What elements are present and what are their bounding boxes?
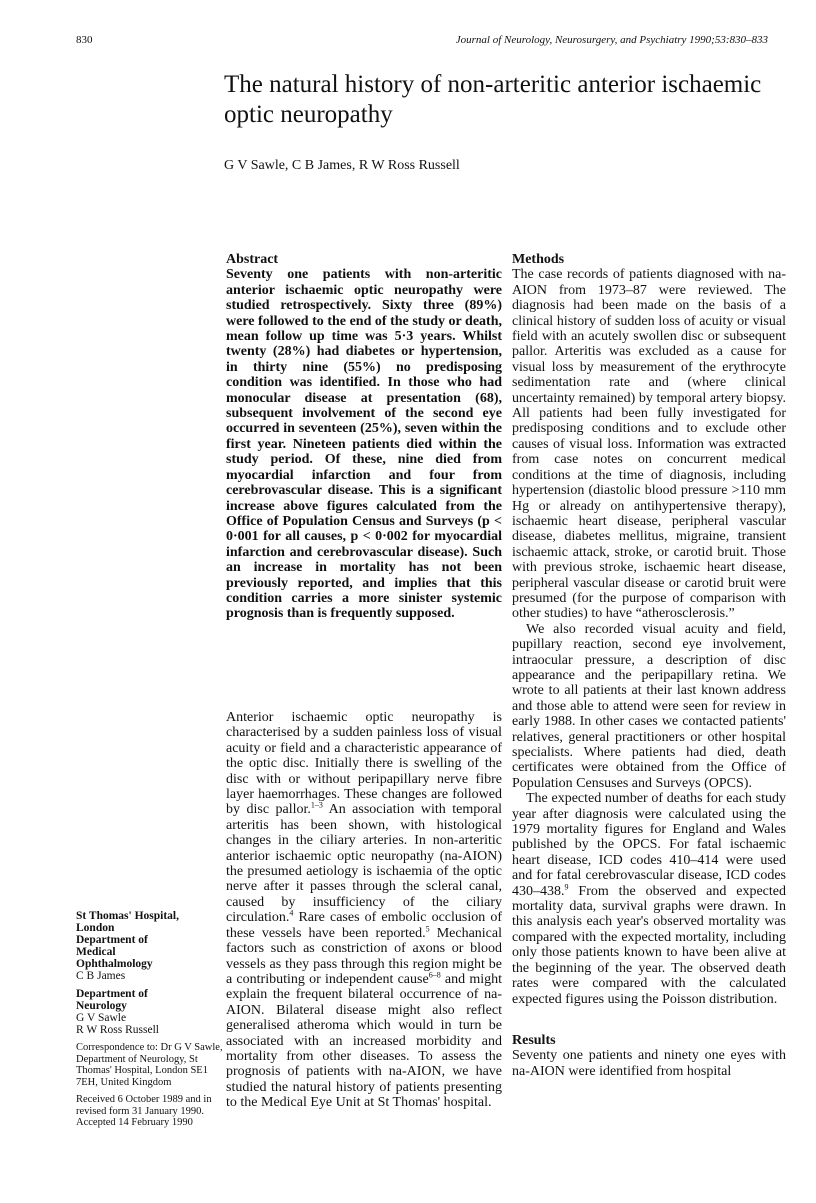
affiliation-line: Medical bbox=[76, 946, 116, 958]
intro-text-4: Mechanical factors such as constriction of axons or blood vessels as they pass through this region might be a contributing or independent cause bbox=[226, 925, 502, 987]
affiliation-line: Ophthalmology bbox=[76, 958, 153, 970]
affiliation-line: St Thomas' Hospital, bbox=[76, 910, 179, 922]
citation-ref: 6–8 bbox=[428, 970, 441, 980]
methods-results-column bbox=[512, 252, 786, 1079]
article-title: The natural history of non-arteritic anterior ischaemic optic neuropathy bbox=[224, 71, 762, 128]
citation-ref: 5 bbox=[425, 924, 430, 934]
abstract-section bbox=[226, 252, 502, 622]
results-paragraph-1: Seventy one patients and ninety one eyes with na-AION were identified from hospital bbox=[512, 1048, 786, 1079]
intro-text-3: Rare cases of embolic occlusion of these vessels have been reported. bbox=[226, 910, 502, 941]
affiliation-line: Department of bbox=[76, 988, 148, 1000]
journal-citation: Journal of Neurology, Neurosurgery, and Psychiatry 1990;53:830–833 bbox=[455, 34, 768, 46]
received-dates: Received 6 October 1989 and in revised form 31 January 1990. Accepted 14 February 1990 bbox=[76, 1094, 212, 1128]
citation-ref: 1–3 bbox=[310, 800, 323, 810]
results-heading: Results bbox=[512, 1032, 556, 1048]
intro-text-5: and might explain the frequent bilateral occurrence of na-AION. Bilateral disease might also reflect generalised atheroma which would in turn be associated with an increased morbidity and mortality from other diseases. To assess the prognosis of patients with na-AION, we have studied the natural history of patients presenting to the Medical Eye Unit at St Thomas' hospital. bbox=[226, 971, 502, 1111]
page-number: 830 bbox=[76, 34, 93, 46]
methods-paragraph-2: We also recorded visual acuity and field, pupillary reaction, second eye involvement, intraocular pressure, a description of disc appearance and the peripapillary retina. We wrote to all patients at their last known address and those able to attend were seen for review in early 1988. In other cases we contacted patients' relatives, general practitioners or other hospital specialists. Where patients had died, death certificates were obtained from the Office of Population Censuses and Surveys (OPCS). bbox=[512, 621, 786, 791]
affiliation-author: C B James bbox=[76, 970, 126, 982]
abstract-body: Seventy one patients with non-arteritic anterior ischaemic optic neuropathy were studied retrospectively. Sixty three (89%) were followed to the end of the study or death, mean follow up time was 5·3 years. Whilst twenty (28%) had diabetes or hypertension, in thirty nine (55%) no predisposing condition was identified. In those who had monocular disease at presentation (68), subsequent involvement of the second eye occurred in seventeen (25%), seven within the first year. Nineteen patients died within the study period. Of these, nine died from myocardial infarction and four from cerebrovascular disease. This is a significant increase above figures calculated from the Office of Population Census and Surveys (p < 0·001 for all causes, p < 0·002 for myocardial infarction and cerebrovascular disease). Such an increase in mortality has not been previously reported, and implies that this condition carries a more sinister systemic prognosis than is frequently supposed. bbox=[226, 267, 502, 622]
affiliation-line: Department of bbox=[76, 934, 148, 946]
affiliation-line: London bbox=[76, 922, 115, 934]
affiliations-sidebar bbox=[76, 910, 228, 1129]
author-list: G V Sawle, C B James, R W Ross Russell bbox=[224, 158, 460, 173]
affiliation-line: Neurology bbox=[76, 1000, 127, 1012]
introduction-paragraph bbox=[226, 710, 502, 1111]
citation-ref: 9 bbox=[564, 882, 569, 891]
abstract-heading: Abstract bbox=[226, 252, 279, 267]
intro-text-2: An association with temporal arteritis has been shown, with histological changes in the ciliary arteries. In non-arteritic anterior ischaemic optic neuropathy (na-AION) the presumed aetiology is ischaemia of the optic nerve after it passes through the scleral canal, caused by insufficiency of the ciliary circulation. bbox=[226, 802, 502, 926]
affiliation-author: R W Ross Russell bbox=[76, 1024, 159, 1036]
methods-paragraph-3 bbox=[512, 791, 786, 1007]
methods-text-3b: From the observed and expected mortality data, survival graphs were drawn. In this analysis each year's observed mortality was compared with the expected mortality, including only those patients known to have been alive at the beginning of the year. The observed death rates were compared with the calculated expected figures using the Poisson distribution. bbox=[512, 883, 786, 1007]
introduction-section bbox=[226, 710, 502, 1111]
intro-text-1: Anterior ischaemic optic neuropathy is characterised by a sudden painless loss of visual acuity or field and a characteristic appearance of the optic disc. Initially there is swelling of the disc with or without peripapillary nerve fibre layer haemorrhages. These changes are followed by disc pallor. bbox=[226, 710, 502, 818]
citation-ref: 4 bbox=[289, 908, 294, 918]
methods-heading: Methods bbox=[512, 252, 565, 267]
affiliation-author: G V Sawle bbox=[76, 1012, 127, 1024]
correspondence-note: Correspondence to: Dr G V Sawle, Department of Neurology, St Thomas' Hospital, London SE1 7EH, United Kingdom bbox=[76, 1042, 223, 1088]
methods-text-3a: The expected number of deaths for each study year after diagnosis were calculated using the 1979 mortality figures for England and Wales published by the OPCS. For fatal ischaemic heart disease, ICD codes 410–414 were used and for fatal cerebrovascular disease, ICD codes 430–438. bbox=[512, 791, 786, 899]
methods-paragraph-1: The case records of patients diagnosed with na-AION from 1973–87 were reviewed. The diagnosis had been made on the basis of a clinical history of sudden loss of acuity or visual field with an acutely swollen disc or subsequent pallor. Arteritis was excluded as a cause for visual loss by measurement of the erythrocyte sedimentation rate and (where clinical uncertainty remained) by temporal artery biopsy. All patients had been fully investigated for predisposing conditions and to exclude other causes of visual loss. Information was extracted from case notes on concurrent medical conditions at the time of diagnosis, including hypertension (diastolic blood pressure >110 mm Hg or already on antihypertensive therapy), ischaemic heart disease, peripheral vascular disease, diabetes mellitus, migraine, transient ischaemic attack, stroke, or carotid bruit. Those with previous stroke, ischaemic heart disease, peripheral vascular disease or carotid bruit were presumed (for the purpose of comparison with other studies) to have “atherosclerosis.” bbox=[512, 267, 786, 622]
